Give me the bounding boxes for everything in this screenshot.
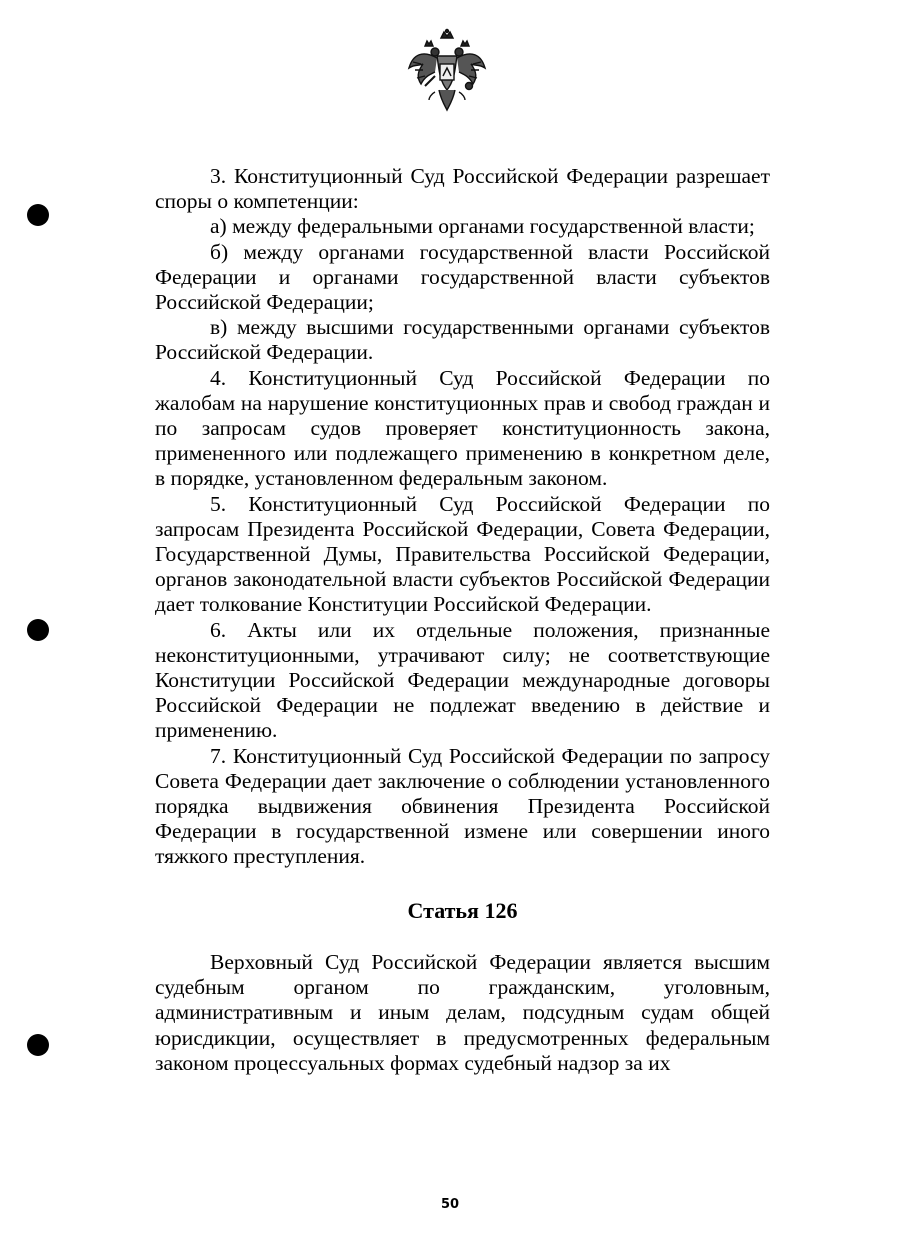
punch-hole-icon bbox=[27, 1034, 49, 1056]
punch-hole-icon bbox=[27, 204, 49, 226]
paragraph-3v: в) между высшими государственными органами субъектов Российской Федерации. bbox=[155, 315, 770, 365]
paragraph-3a: а) между федеральными органами государственной власти; bbox=[210, 214, 755, 239]
paragraph-4: 4. Конституционный Суд Российской Федерации по жалобам на нарушение конституционных прав и свобод граждан и по запросам судов проверяет конституционность закона, примененного или подлежащего применению в конкретном деле, в порядке, установленном федеральным законом. bbox=[155, 365, 770, 491]
coat-of-arms-emblem-icon bbox=[405, 28, 489, 112]
paragraph-3: 3. Конституционный Суд Российской Федерации разрешает споры о компетенции: bbox=[155, 164, 770, 214]
article-heading: Статья 126 bbox=[407, 897, 518, 923]
paragraph-7: 7. Конституционный Суд Российской Федерации по запросу Совета Федерации дает заключение о соблюдении установленного порядка выдвижения обвинения Президента Российской Федерации в государственной измене или совершении иного тяжкого преступления. bbox=[155, 743, 770, 869]
article-126-paragraph: Верховный Суд Российской Федерации является высшим судебным органом по гражданским, уголовным, административным и иным делам, подсудным судам общей юрисдикции, осуществляет в предусмотренных федеральным законом процессуальных формах судебный надзор за их bbox=[155, 949, 770, 1075]
paragraph-3b: б) между органами государственной власти Российской Федерации и органами государственной власти субъектов Российской Федерации; bbox=[155, 239, 770, 315]
paragraph-5: 5. Конституционный Суд Российской Федерации по запросам Президента Российской Федерации, Совета Федерации, Государственной Думы, Правительства Российской Федерации, органов законодательной власти субъектов Российской Федерации дает толкование Конституции Российской Федерации. bbox=[155, 491, 770, 617]
punch-hole-icon bbox=[27, 619, 49, 641]
paragraph-6: 6. Акты или их отдельные положения, признанные неконституционными, утрачивают силу; не соответствующие Конституции Российской Федерации международные договоры Российской Федерации не подлежат введению в действие и применению. bbox=[155, 617, 770, 743]
page-number: 50 bbox=[440, 1197, 460, 1212]
document-body bbox=[155, 164, 770, 1076]
